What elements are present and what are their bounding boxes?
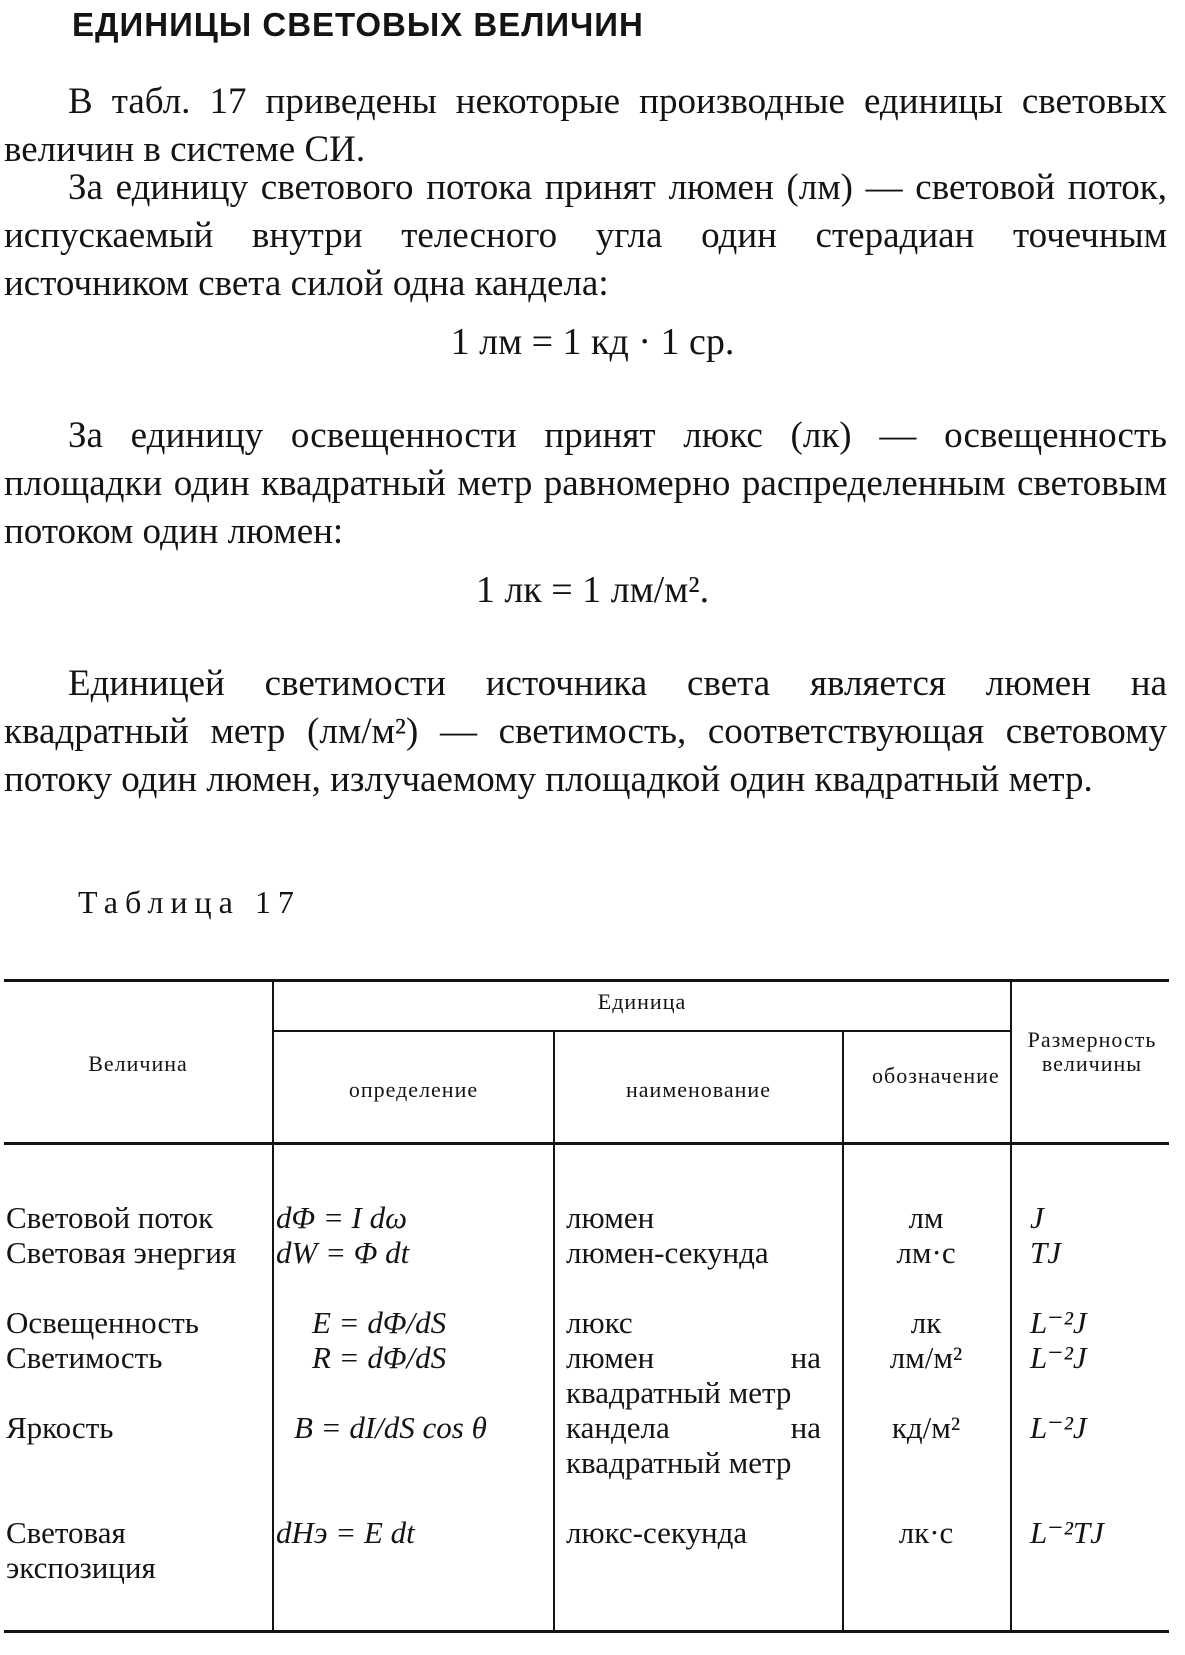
cell-definition: dΦ = I dω — [276, 1200, 407, 1235]
table-top-rule — [4, 979, 1169, 982]
header-name: наименование — [626, 1077, 771, 1102]
header-dimension: Размерность величины — [1027, 1027, 1157, 1076]
column-divider — [1010, 981, 1012, 1631]
table-caption: Таблица 17 — [78, 884, 301, 920]
section-heading: ЕДИНИЦЫ СВЕТОВЫХ ВЕЛИЧИН — [72, 6, 644, 43]
cell-definition: dHэ = E dt — [276, 1515, 415, 1550]
cell-quantity: Световая энергия — [6, 1235, 237, 1270]
cell-dimension: L⁻²TJ — [1030, 1515, 1104, 1550]
cell-name: кандела на квадратный метр — [566, 1410, 821, 1480]
cell-dimension: J — [1030, 1200, 1044, 1235]
cell-quantity: Светимость — [6, 1340, 163, 1375]
formula-lux: 1 лк = 1 лм/м². — [475, 569, 710, 611]
paragraph-luminous-emittance: Единицей светимости источника света является люмен на квадратный метр (лм/м²) — светимость, соответствующая световому потоку один люмен, излучаемому площадкой один квадратный метр. — [4, 663, 1167, 800]
cell-name: люкс — [566, 1305, 633, 1340]
cell-quantity: Световой поток — [6, 1200, 214, 1235]
cell-symbol: лм·с — [896, 1235, 956, 1270]
cell-definition: dW = Φ dt — [276, 1235, 410, 1270]
cell-quantity: Освещенность — [6, 1305, 199, 1340]
cell-symbol: лм/м² — [889, 1340, 963, 1375]
cell-quantity: Световая экспозиция — [6, 1515, 156, 1585]
cell-dimension: TJ — [1030, 1235, 1061, 1270]
cell-symbol: лк·с — [898, 1515, 954, 1550]
cell-quantity: Яркость — [6, 1410, 114, 1445]
cell-definition: E = dΦ/dS — [312, 1305, 447, 1340]
cell-name: люмен-секунда — [566, 1235, 769, 1270]
cell-dimension: L⁻²J — [1030, 1340, 1087, 1375]
cell-definition: B = dI/dS cos θ — [294, 1410, 487, 1445]
cell-symbol: кд/м² — [891, 1410, 961, 1445]
column-divider — [553, 1031, 555, 1631]
formula-lumen: 1 лм = 1 кд · 1 ср. — [450, 321, 735, 363]
cell-dimension: L⁻²J — [1030, 1305, 1087, 1340]
header-quantity: Величина — [88, 1051, 188, 1076]
cell-definition: R = dΦ/dS — [312, 1340, 447, 1375]
column-divider — [842, 1031, 844, 1631]
unit-group-rule — [272, 1030, 1010, 1032]
cell-symbol: лм — [908, 1200, 944, 1235]
cell-symbol: лк — [910, 1305, 942, 1340]
paragraph-lumen: За единицу светового потока принят люмен (лм) — световой поток, испускаемый внутри телесного угла один стерадиан точечным источником света силой одна кандела: — [4, 167, 1167, 304]
cell-name: люмен — [566, 1200, 655, 1235]
cell-name: люкс-секунда — [566, 1515, 748, 1550]
cell-dimension: L⁻²J — [1030, 1410, 1087, 1445]
header-symbol: обозначение — [872, 1063, 1000, 1088]
header-definition: определение — [348, 1077, 479, 1102]
header-bottom-rule — [4, 1142, 1169, 1145]
paragraph-lux: За единицу освещенности принят люкс (лк) — освещенность площадки один квадратный метр равномерно распределенным световым потоком один люмен: — [4, 415, 1167, 552]
table-bottom-rule — [4, 1630, 1169, 1633]
cell-name: люмен на квадратный метр — [566, 1340, 821, 1410]
paragraph-intro: В табл. 17 приведены некоторые производные единицы световых величин в системе СИ. — [4, 81, 1167, 170]
header-unit: Единица — [597, 989, 687, 1014]
